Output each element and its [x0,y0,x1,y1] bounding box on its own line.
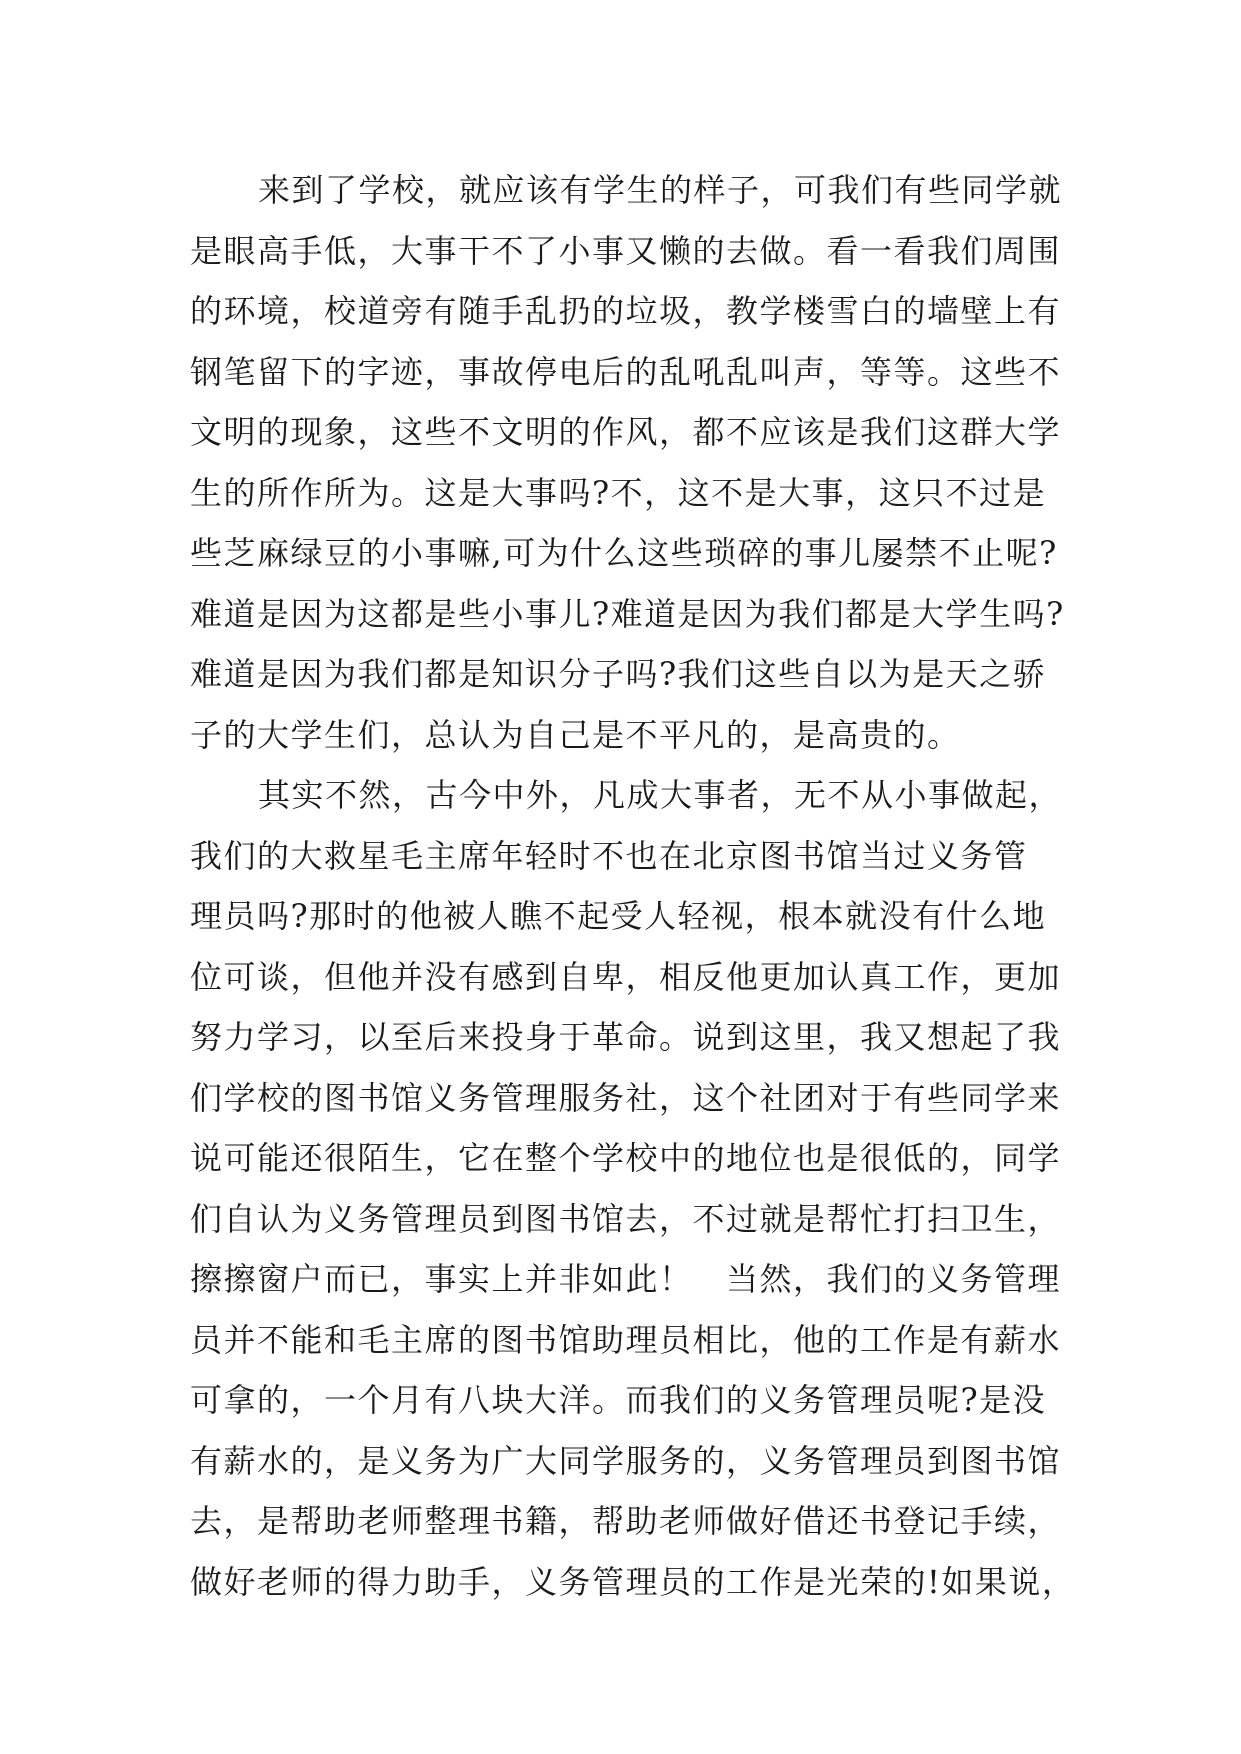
text-line: 来到了学校，就应该有学生的样子，可我们有些同学就 [258,171,1063,209]
text-line: 有薪水的，是义务为广大同学服务的，义务管理员到图书馆 [190,1441,1062,1480]
text-line: 们自认为义务管理员到图书馆去，不过就是帮忙打扫卫生， [190,1199,1062,1238]
text-line: 擦擦窗户而已，事实上并非如此！ 当然，我们的义务管理 [190,1260,1062,1298]
text-line: 其实不然，古今中外，凡成大事者，无不从小事做起， [258,776,1063,814]
text-line: 难道是因为我们都是知识分子吗?我们这些自以为是天之骄 [190,655,1047,693]
text-line: 钢笔留下的字迹，事故停电后的乱吼乱叫声，等等。这些不 [190,352,1062,391]
text-line: 难道是因为这都是些小事儿?难道是因为我们都是大学生吗? [190,594,1065,633]
text-line: 位可谈，但他并没有感到自卑，相反他更加认真工作，更加 [190,957,1062,996]
text-line: 子的大学生们，总认为自己是不平凡的，是高贵的。 [190,715,961,754]
text-line: 员并不能和毛主席的图书馆助理员相比，他的工作是有薪水 [190,1320,1062,1359]
text-line: 去，是帮助老师整理书籍，帮助老师做好借还书登记手续， [190,1502,1062,1540]
text-line: 是眼高手低，大事干不了小事又懒的去做。看一看我们周围 [190,231,1062,270]
text-line: 我们的大救星毛主席年轻时不也在北京图书馆当过义务管 [190,836,1028,875]
text-line: 说可能还很陌生，它在整个学校中的地位也是很低的，同学 [190,1139,1062,1177]
text-line: 些芝麻绿豆的小事嘛,可为什么这些琐碎的事儿屡禁不止呢? [190,534,1058,572]
text-line: 的环境，校道旁有随手乱扔的垃圾，教学楼雪白的墙壁上有 [190,292,1062,330]
text-line: 文明的现象，这些不文明的作风，都不应该是我们这群大学 [190,413,1062,451]
text-line: 努力学习，以至后来投身于革命。说到这里，我又想起了我 [190,1018,1062,1056]
text-line: 生的所作所为。这是大事吗?不，这不是大事，这只不过是 [190,473,1047,512]
body-text [190,160,1076,1612]
text-line: 们学校的图书馆义务管理服务社，这个社团对于有些同学来 [190,1078,1062,1117]
text-line: 可拿的，一个月有八块大洋。而我们的义务管理员呢?是没 [190,1381,1047,1419]
text-line: 做好老师的得力助手，义务管理员的工作是光荣的!如果说， [190,1562,1076,1601]
text-line: 理员吗?那时的他被人瞧不起受人轻视，根本就没有什么地 [190,897,1047,935]
